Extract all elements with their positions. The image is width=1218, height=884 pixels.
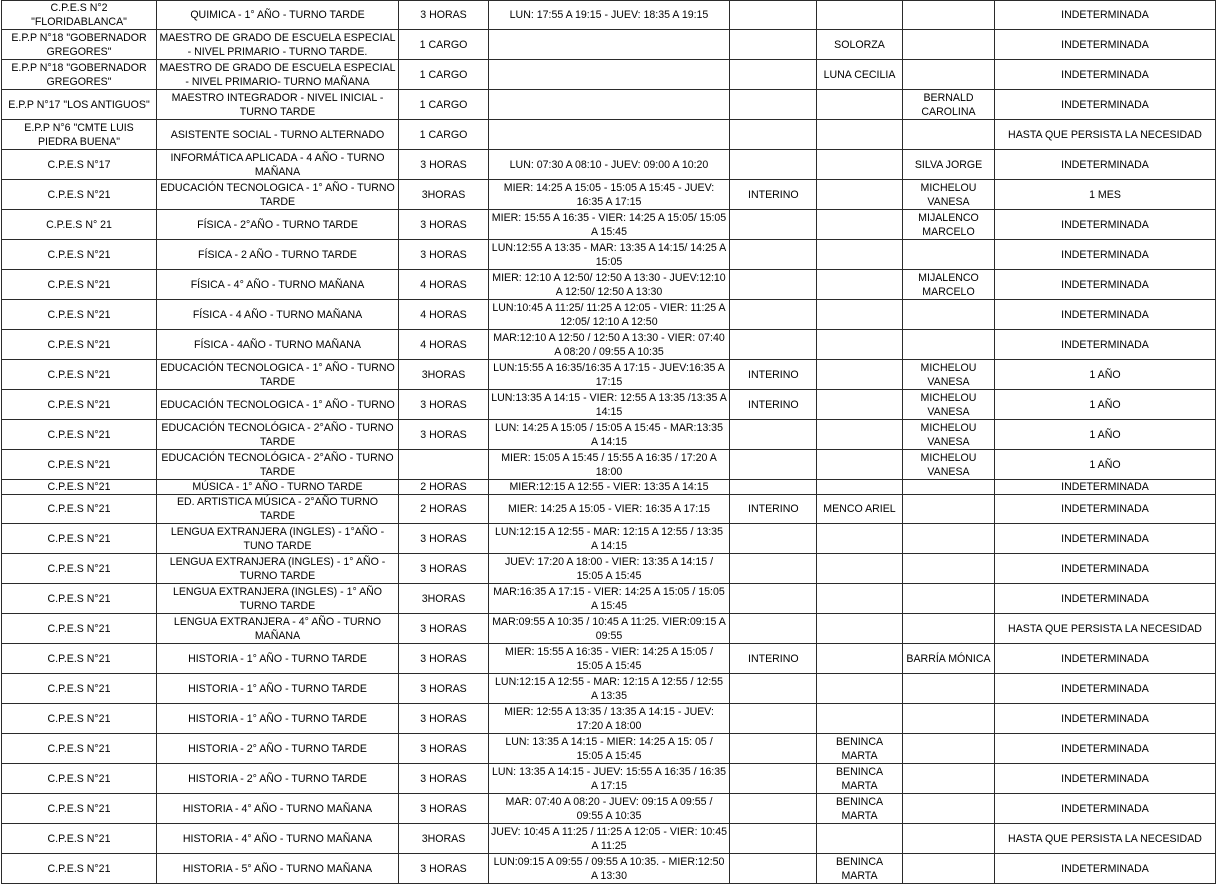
status-cell <box>730 824 817 854</box>
institution-cell: C.P.E.S N°21 <box>2 330 157 360</box>
institution-cell: C.P.E.S N°21 <box>2 495 157 524</box>
status-cell <box>730 330 817 360</box>
substitute-cell <box>817 450 903 480</box>
subject-cell: HISTORIA - 4° AÑO - TURNO MAÑANA <box>157 794 399 824</box>
teacher-cell: MICHELOU VANESA <box>903 390 995 420</box>
substitute-cell <box>817 524 903 554</box>
duration-cell: INDETERMINADA <box>995 764 1216 794</box>
status-cell <box>730 30 817 60</box>
table-row <box>2 390 1216 420</box>
subject-cell: EDUCACIÓN TECNOLOGICA - 1° AÑO - TURNO <box>157 390 399 420</box>
schedule-cell: MIER: 14:25 A 15:05 - 15:05 A 15:45 - JUEV: 16:35 A 17:15 <box>489 180 730 210</box>
duration-cell: INDETERMINADA <box>995 90 1216 120</box>
status-cell <box>730 240 817 270</box>
status-cell <box>730 584 817 614</box>
teacher-cell: MICHELOU VANESA <box>903 450 995 480</box>
hours-cell: 3 HORAS <box>399 240 489 270</box>
substitute-cell <box>817 90 903 120</box>
hours-cell: 2 HORAS <box>399 480 489 495</box>
schedule-cell: LUN: 07:30 A 08:10 - JUEV: 09:00 A 10:20 <box>489 150 730 180</box>
hours-cell: 3 HORAS <box>399 764 489 794</box>
duration-cell: INDETERMINADA <box>995 495 1216 524</box>
table-row <box>2 614 1216 644</box>
teacher-cell: MIJALENCO MARCELO <box>903 210 995 240</box>
status-cell <box>730 270 817 300</box>
schedule-cell <box>489 120 730 150</box>
table-row <box>2 704 1216 734</box>
teacher-cell <box>903 794 995 824</box>
hours-cell: 1 CARGO <box>399 90 489 120</box>
institution-cell: C.P.E.S N°21 <box>2 824 157 854</box>
institution-cell: E.P.P N°6 "CMTE LUIS PIEDRA BUENA" <box>2 120 157 150</box>
teacher-cell <box>903 240 995 270</box>
hours-cell: 2 HORAS <box>399 495 489 524</box>
hours-cell: 3 HORAS <box>399 210 489 240</box>
schedule-cell: MIER: 12:10 A 12:50/ 12:50 A 13:30 - JUEV:12:10 A 12:50/ 12:50 A 13:30 <box>489 270 730 300</box>
duration-cell: HASTA QUE PERSISTA LA NECESIDAD <box>995 120 1216 150</box>
schedule-cell: LUN:13:35 A 14:15 - VIER: 12:55 A 13:35 /13:35 A 14:15 <box>489 390 730 420</box>
table-row <box>2 495 1216 524</box>
status-cell <box>730 674 817 704</box>
subject-cell: LENGUA EXTRANJERA (INGLES) - 1°AÑO - TUNO TARDE <box>157 524 399 554</box>
schedule-cell: MAR:09:55 A 10:35 / 10:45 A 11:25. VIER:09:15 A 09:55 <box>489 614 730 644</box>
teacher-cell <box>903 824 995 854</box>
teacher-cell <box>903 704 995 734</box>
substitute-cell: BENINCA MARTA <box>817 854 903 884</box>
substitute-cell <box>817 614 903 644</box>
table-row <box>2 240 1216 270</box>
duration-cell: INDETERMINADA <box>995 1 1216 30</box>
teacher-cell <box>903 480 995 495</box>
status-cell <box>730 60 817 90</box>
duration-cell: INDETERMINADA <box>995 854 1216 884</box>
duration-cell: INDETERMINADA <box>995 270 1216 300</box>
hours-cell: 3HORAS <box>399 180 489 210</box>
schedule-cell: JUEV: 17:20 A 18:00 - VIER: 13:35 A 14:15 / 15:05 A 15:45 <box>489 554 730 584</box>
substitute-cell: MENCO ARIEL <box>817 495 903 524</box>
schedule-cell: LUN:12:15 A 12:55 - MAR: 12:15 A 12:55 / 12:55 A 13:35 <box>489 674 730 704</box>
status-cell <box>730 120 817 150</box>
duration-cell: INDETERMINADA <box>995 330 1216 360</box>
schedule-cell: LUN: 17:55 A 19:15 - JUEV: 18:35 A 19:15 <box>489 1 730 30</box>
hours-cell: 3 HORAS <box>399 390 489 420</box>
status-cell <box>730 794 817 824</box>
subject-cell: ASISTENTE SOCIAL - TURNO ALTERNADO <box>157 120 399 150</box>
subject-cell: HISTORIA - 4° AÑO - TURNO MAÑANA <box>157 824 399 854</box>
duration-cell: 1 AÑO <box>995 390 1216 420</box>
substitute-cell <box>817 240 903 270</box>
schedule-cell: MIER: 15:55 A 16:35 - VIER: 14:25 A 15:05/ 15:05 A 15:45 <box>489 210 730 240</box>
duration-cell: INDETERMINADA <box>995 734 1216 764</box>
subject-cell: HISTORIA - 1° AÑO - TURNO TARDE <box>157 704 399 734</box>
status-cell: INTERINO <box>730 390 817 420</box>
substitute-cell: BENINCA MARTA <box>817 794 903 824</box>
teacher-cell: MICHELOU VANESA <box>903 420 995 450</box>
duration-cell: INDETERMINADA <box>995 480 1216 495</box>
institution-cell: C.P.E.S N°17 <box>2 150 157 180</box>
schedule-cell: MIER: 15:55 A 16:35 - VIER: 14:25 A 15:05 / 15:05 A 15:45 <box>489 644 730 674</box>
subject-cell: LENGUA EXTRANJERA (INGLES) - 1° AÑO - TURNO TARDE <box>157 554 399 584</box>
teacher-cell: MIJALENCO MARCELO <box>903 270 995 300</box>
schedule-cell <box>489 30 730 60</box>
schedule-cell: LUN: 13:35 A 14:15 - JUEV: 15:55 A 16:35 / 16:35 A 17:15 <box>489 764 730 794</box>
subject-cell: FÍSICA - 4AÑO - TURNO MAÑANA <box>157 330 399 360</box>
institution-cell: C.P.E.S N°21 <box>2 420 157 450</box>
schedule-cell <box>489 60 730 90</box>
substitute-cell <box>817 300 903 330</box>
subject-cell: FÍSICA - 4 AÑO - TURNO MAÑANA <box>157 300 399 330</box>
table-row <box>2 584 1216 614</box>
teacher-cell: BARRÍA MÓNICA <box>903 644 995 674</box>
subject-cell: EDUCACIÓN TECNOLOGICA - 1° AÑO - TURNO TARDE <box>157 180 399 210</box>
substitute-cell <box>817 150 903 180</box>
teacher-cell: MICHELOU VANESA <box>903 180 995 210</box>
hours-cell: 1 CARGO <box>399 30 489 60</box>
duration-cell: INDETERMINADA <box>995 524 1216 554</box>
hours-cell: 4 HORAS <box>399 330 489 360</box>
hours-cell: 3 HORAS <box>399 674 489 704</box>
substitute-cell <box>817 644 903 674</box>
duration-cell: INDETERMINADA <box>995 704 1216 734</box>
table-row <box>2 270 1216 300</box>
hours-cell: 3 HORAS <box>399 854 489 884</box>
subject-cell: EDUCACIÓN TECNOLOGICA - 1° AÑO - TURNO TARDE <box>157 360 399 390</box>
table-row <box>2 854 1216 884</box>
teacher-cell <box>903 495 995 524</box>
duration-cell: INDETERMINADA <box>995 794 1216 824</box>
table-row <box>2 330 1216 360</box>
table-row <box>2 674 1216 704</box>
table-row <box>2 120 1216 150</box>
schedule-cell: MIER: 14:25 A 15:05 - VIER: 16:35 A 17:15 <box>489 495 730 524</box>
institution-cell: C.P.E.S N°21 <box>2 524 157 554</box>
teacher-cell <box>903 120 995 150</box>
teacher-cell <box>903 584 995 614</box>
duration-cell: INDETERMINADA <box>995 30 1216 60</box>
institution-cell: C.P.E.S N°21 <box>2 450 157 480</box>
table-row <box>2 180 1216 210</box>
hours-cell <box>399 450 489 480</box>
hours-cell: 3 HORAS <box>399 1 489 30</box>
subject-cell: FÍSICA - 2 AÑO - TURNO TARDE <box>157 240 399 270</box>
teacher-cell <box>903 60 995 90</box>
hours-cell: 3 HORAS <box>399 734 489 764</box>
hours-cell: 3 HORAS <box>399 150 489 180</box>
substitute-cell <box>817 584 903 614</box>
table-row <box>2 360 1216 390</box>
status-cell <box>730 704 817 734</box>
status-cell <box>730 764 817 794</box>
substitute-cell <box>817 120 903 150</box>
subject-cell: HISTORIA - 2° AÑO - TURNO TARDE <box>157 734 399 764</box>
subject-cell: MAESTRO DE GRADO DE ESCUELA ESPECIAL - NIVEL PRIMARIO - TURNO TARDE. <box>157 30 399 60</box>
subject-cell: FÍSICA - 4° AÑO - TURNO MAÑANA <box>157 270 399 300</box>
schedule-cell: MIER: 15:05 A 15:45 / 15:55 A 16:35 / 17:20 A 18:00 <box>489 450 730 480</box>
substitute-cell <box>817 420 903 450</box>
duration-cell: HASTA QUE PERSISTA LA NECESIDAD <box>995 614 1216 644</box>
hours-cell: 1 CARGO <box>399 60 489 90</box>
substitute-cell <box>817 360 903 390</box>
institution-cell: C.P.E.S N°2 "FLORIDABLANCA" <box>2 1 157 30</box>
table-row <box>2 480 1216 495</box>
substitute-cell <box>817 390 903 420</box>
subject-cell: ED. ARTISTICA MÚSICA - 2°AÑO TURNO TARDE <box>157 495 399 524</box>
subject-cell: FÍSICA - 2°AÑO - TURNO TARDE <box>157 210 399 240</box>
institution-cell: C.P.E.S N°21 <box>2 360 157 390</box>
duration-cell: INDETERMINADA <box>995 60 1216 90</box>
table-row <box>2 734 1216 764</box>
teacher-cell: SILVA JORGE <box>903 150 995 180</box>
status-cell <box>730 300 817 330</box>
institution-cell: C.P.E.S N°21 <box>2 794 157 824</box>
institution-cell: C.P.E.S N°21 <box>2 554 157 584</box>
institution-cell: E.P.P N°18 "GOBERNADOR GREGORES" <box>2 60 157 90</box>
hours-cell: 3HORAS <box>399 360 489 390</box>
institution-cell: C.P.E.S N°21 <box>2 674 157 704</box>
institution-cell: C.P.E.S N°21 <box>2 764 157 794</box>
table-row <box>2 150 1216 180</box>
table-row <box>2 554 1216 584</box>
institution-cell: C.P.E.S N°21 <box>2 734 157 764</box>
hours-cell: 3 HORAS <box>399 794 489 824</box>
status-cell <box>730 1 817 30</box>
substitute-cell <box>817 1 903 30</box>
schedule-cell: LUN: 14:25 A 15:05 / 15:05 A 15:45 - MAR:13:35 A 14:15 <box>489 420 730 450</box>
status-cell <box>730 150 817 180</box>
hours-cell: 3 HORAS <box>399 524 489 554</box>
institution-cell: C.P.E.S N°21 <box>2 270 157 300</box>
status-cell: INTERINO <box>730 360 817 390</box>
schedule-cell <box>489 90 730 120</box>
institution-cell: C.P.E.S N°21 <box>2 704 157 734</box>
duration-cell: 1 AÑO <box>995 450 1216 480</box>
hours-cell: 3HORAS <box>399 824 489 854</box>
institution-cell: C.P.E.S N°21 <box>2 584 157 614</box>
duration-cell: 1 AÑO <box>995 420 1216 450</box>
subject-cell: LENGUA EXTRANJERA - 4° AÑO - TURNO MAÑANA <box>157 614 399 644</box>
status-cell <box>730 210 817 240</box>
table-row <box>2 1 1216 30</box>
hours-cell: 3 HORAS <box>399 420 489 450</box>
schedule-cell: JUEV: 10:45 A 11:25 / 11:25 A 12:05 - VIER: 10:45 A 11:25 <box>489 824 730 854</box>
institution-cell: C.P.E.S N°21 <box>2 300 157 330</box>
duration-cell: INDETERMINADA <box>995 554 1216 584</box>
status-cell: INTERINO <box>730 495 817 524</box>
duration-cell: INDETERMINADA <box>995 644 1216 674</box>
subject-cell: HISTORIA - 1° AÑO - TURNO TARDE <box>157 644 399 674</box>
table-row <box>2 420 1216 450</box>
subject-cell: HISTORIA - 1° AÑO - TURNO TARDE <box>157 674 399 704</box>
institution-cell: C.P.E.S N°21 <box>2 390 157 420</box>
schedule-cell: LUN:12:55 A 13:35 - MAR: 13:35 A 14:15/ 14:25 A 15:05 <box>489 240 730 270</box>
schedule-cell: LUN:10:45 A 11:25/ 11:25 A 12:05 - VIER: 11:25 A 12:05/ 12:10 A 12:50 <box>489 300 730 330</box>
institution-cell: C.P.E.S N° 21 <box>2 210 157 240</box>
table-row <box>2 60 1216 90</box>
table-row <box>2 30 1216 60</box>
substitute-cell: BENINCA MARTA <box>817 764 903 794</box>
substitute-cell <box>817 180 903 210</box>
duration-cell: INDETERMINADA <box>995 674 1216 704</box>
table-row <box>2 824 1216 854</box>
schedule-cell: MIER:12:15 A 12:55 - VIER: 13:35 A 14:15 <box>489 480 730 495</box>
institution-cell: C.P.E.S N°21 <box>2 480 157 495</box>
institution-cell: C.P.E.S N°21 <box>2 614 157 644</box>
teacher-cell <box>903 330 995 360</box>
hours-cell: 3HORAS <box>399 584 489 614</box>
substitute-cell <box>817 480 903 495</box>
hours-cell: 3 HORAS <box>399 554 489 584</box>
substitute-cell <box>817 330 903 360</box>
subject-cell: LENGUA EXTRANJERA (INGLES) - 1° AÑO TURNO TARDE <box>157 584 399 614</box>
table-row <box>2 764 1216 794</box>
schedule-cell: MIER: 12:55 A 13:35 / 13:35 A 14:15 - JUEV: 17:20 A 18:00 <box>489 704 730 734</box>
table-row <box>2 450 1216 480</box>
subject-cell: EDUCACIÓN TECNOLÓGICA - 2°AÑO - TURNO TARDE <box>157 450 399 480</box>
hours-cell: 3 HORAS <box>399 644 489 674</box>
table-row <box>2 794 1216 824</box>
vacancies-table <box>1 0 1216 884</box>
substitute-cell <box>817 270 903 300</box>
institution-cell: C.P.E.S N°21 <box>2 180 157 210</box>
status-cell <box>730 614 817 644</box>
hours-cell: 3 HORAS <box>399 614 489 644</box>
subject-cell: MAESTRO DE GRADO DE ESCUELA ESPECIAL - NIVEL PRIMARIO- TURNO MAÑANA <box>157 60 399 90</box>
hours-cell: 4 HORAS <box>399 300 489 330</box>
institution-cell: C.P.E.S N°21 <box>2 644 157 674</box>
subject-cell: EDUCACIÓN TECNOLÓGICA - 2°AÑO - TURNO TARDE <box>157 420 399 450</box>
table-row <box>2 644 1216 674</box>
teacher-cell: MICHELOU VANESA <box>903 360 995 390</box>
subject-cell: MAESTRO INTEGRADOR - NIVEL INICIAL - TURNO TARDE <box>157 90 399 120</box>
hours-cell: 4 HORAS <box>399 270 489 300</box>
status-cell <box>730 90 817 120</box>
hours-cell: 1 CARGO <box>399 120 489 150</box>
schedule-cell: MAR:16:35 A 17:15 - VIER: 14:25 A 15:05 / 15:05 A 15:45 <box>489 584 730 614</box>
schedule-cell: LUN:09:15 A 09:55 / 09:55 A 10:35. - MIER:12:50 A 13:30 <box>489 854 730 884</box>
substitute-cell <box>817 704 903 734</box>
teacher-cell <box>903 854 995 884</box>
teacher-cell <box>903 554 995 584</box>
duration-cell: INDETERMINADA <box>995 300 1216 330</box>
teacher-cell <box>903 1 995 30</box>
schedule-cell: LUN:15:55 A 16:35/16:35 A 17:15 - JUEV:16:35 A 17:15 <box>489 360 730 390</box>
schedule-cell: MAR: 07:40 A 08:20 - JUEV: 09:15 A 09:55 / 09:55 A 10:35 <box>489 794 730 824</box>
teacher-cell <box>903 674 995 704</box>
status-cell: INTERINO <box>730 180 817 210</box>
subject-cell: HISTORIA - 2° AÑO - TURNO TARDE <box>157 764 399 794</box>
substitute-cell: BENINCA MARTA <box>817 734 903 764</box>
status-cell: INTERINO <box>730 644 817 674</box>
teacher-cell <box>903 300 995 330</box>
duration-cell: INDETERMINADA <box>995 584 1216 614</box>
status-cell <box>730 480 817 495</box>
subject-cell: MÚSICA - 1° AÑO - TURNO TARDE <box>157 480 399 495</box>
institution-cell: E.P.P N°18 "GOBERNADOR GREGORES" <box>2 30 157 60</box>
table-row <box>2 300 1216 330</box>
duration-cell: INDETERMINADA <box>995 150 1216 180</box>
institution-cell: C.P.E.S N°21 <box>2 240 157 270</box>
schedule-cell: LUN: 13:35 A 14:15 - MIER: 14:25 A 15: 05 / 15:05 A 15:45 <box>489 734 730 764</box>
teacher-cell <box>903 524 995 554</box>
subject-cell: HISTORIA - 5° AÑO - TURNO MAÑANA <box>157 854 399 884</box>
teacher-cell <box>903 734 995 764</box>
substitute-cell <box>817 210 903 240</box>
schedule-cell: MAR:12:10 A 12:50 / 12:50 A 13:30 - VIER: 07:40 A 08:20 / 09:55 A 10:35 <box>489 330 730 360</box>
substitute-cell <box>817 554 903 584</box>
teacher-cell <box>903 614 995 644</box>
duration-cell: INDETERMINADA <box>995 240 1216 270</box>
teacher-cell: BERNALD CAROLINA <box>903 90 995 120</box>
substitute-cell: LUNA CECILIA <box>817 60 903 90</box>
institution-cell: C.P.E.S N°21 <box>2 854 157 884</box>
substitute-cell <box>817 824 903 854</box>
table-row <box>2 524 1216 554</box>
institution-cell: E.P.P N°17 "LOS ANTIGUOS" <box>2 90 157 120</box>
teacher-cell <box>903 30 995 60</box>
status-cell <box>730 524 817 554</box>
status-cell <box>730 734 817 764</box>
hours-cell: 3 HORAS <box>399 704 489 734</box>
duration-cell: HASTA QUE PERSISTA LA NECESIDAD <box>995 824 1216 854</box>
table-row <box>2 210 1216 240</box>
status-cell <box>730 554 817 584</box>
subject-cell: QUIMICA - 1° AÑO - TURNO TARDE <box>157 1 399 30</box>
substitute-cell: SOLORZA <box>817 30 903 60</box>
duration-cell: INDETERMINADA <box>995 210 1216 240</box>
teacher-cell <box>903 764 995 794</box>
table-row <box>2 90 1216 120</box>
substitute-cell <box>817 674 903 704</box>
duration-cell: 1 AÑO <box>995 360 1216 390</box>
duration-cell: 1 MES <box>995 180 1216 210</box>
status-cell <box>730 420 817 450</box>
subject-cell: INFORMÁTICA APLICADA - 4 AÑO - TURNO MAÑANA <box>157 150 399 180</box>
status-cell <box>730 854 817 884</box>
schedule-cell: LUN:12:15 A 12:55 - MAR: 12:15 A 12:55 / 13:35 A 14:15 <box>489 524 730 554</box>
status-cell <box>730 450 817 480</box>
